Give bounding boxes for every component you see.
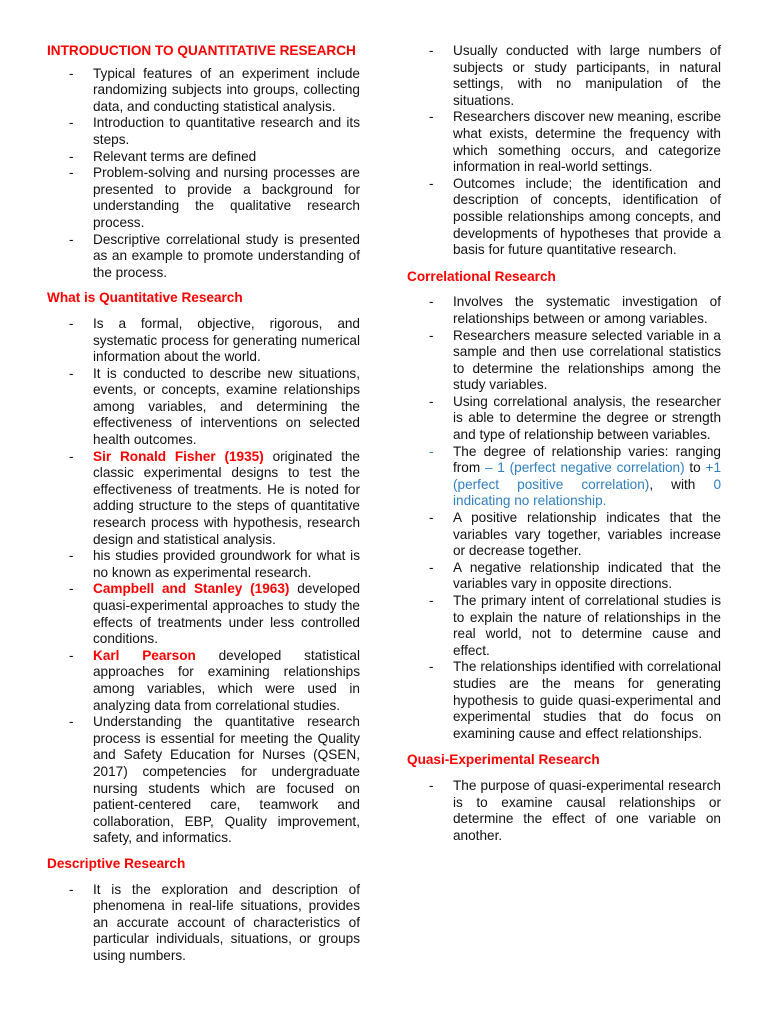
list-item (407, 444, 721, 510)
highlighted-name: Karl Pearson (93, 647, 196, 663)
negative-correlation-text: – 1 (perfect negative correlation) (484, 460, 685, 476)
descriptive-list (47, 882, 360, 965)
list-item: - Is a formal, objective, rigorous, and systematic process for generating numerical information about the world. (47, 316, 360, 366)
section-heading-what-is: What is Quantitative Research (47, 290, 243, 306)
list-item: - The relationships identified with correlational studies are the means for generating hypothesis to guide quasi-experimental and experimental studies that do focus on examining cause and effect relationships. (407, 659, 721, 742)
list-item: - Understanding the quantitative research process is essential for meeting the Quality and Safety Education for Nurses (QSEN, 2017) competencies for undergraduate nursing students which are focused on patient-centered care, teamwork and collaboration, EBP, Quality improvement, safety, and informatics. (47, 714, 360, 847)
list-item: - Using correlational analysis, the researcher is able to determine the degree or strength and type of relationship between variables. (407, 394, 721, 444)
item-text: developed quasi-experimental approaches to study the effects of treatments under less controlled conditions. (93, 581, 361, 647)
section-heading-correlational: Correlational Research (407, 268, 556, 284)
list-item: - Outcomes include; the identification and description of concepts, identification of possible relationships among concepts, and developments of hypotheses that provide a basis for future quantitative research. (407, 176, 721, 259)
intro-list (47, 66, 360, 282)
list-item: - The primary intent of correlational studies is to explain the nature of relationships in the real world, not to determine cause and effect. (407, 593, 721, 659)
list-item: - Researchers measure selected variable in a sample and then use correlational statistics to determine the relationships among the study variables. (407, 328, 721, 394)
list-item: - Descriptive correlational study is presented as an example to promote understanding of the process. (47, 232, 360, 282)
right-column (407, 0, 721, 844)
list-item: - It is the exploration and description of phenomena in real-life situations, provides an accurate account of characteristics of particular individuals, situations, or groups using numbers. (47, 882, 360, 965)
list-item: - Relevant terms are defined (47, 149, 360, 166)
list-item: - A positive relationship indicates that the variables vary together, variables increase or decrease together. (407, 510, 721, 560)
item-text: to (684, 460, 706, 476)
item-text: , with (649, 476, 714, 492)
left-column (47, 0, 360, 964)
section-heading-quasi-experimental: Quasi-Experimental Research (407, 752, 600, 768)
list-item: - Typical features of an experiment include randomizing subjects into groups, collecting data, and conducting statistical analysis. (47, 66, 360, 116)
list-item: - Introduction to quantitative research and its steps. (47, 115, 360, 148)
list-item: - Researchers discover new meaning, escribe what exists, determine the frequency with which something occurs, and categorize information in real-world settings. (407, 109, 721, 175)
list-item: - The purpose of quasi-experimental research is to examine causal relationships or determine the effect of one variable on another. (407, 778, 721, 844)
item-text: The degree of relationship varies: ranging from (453, 443, 721, 476)
descriptive-list-continued (407, 43, 721, 259)
highlighted-name: Campbell and Stanley (1963) (93, 581, 290, 597)
list-item: - A negative relationship indicated that the variables vary in opposite directions. (407, 560, 721, 593)
list-item (47, 581, 360, 647)
what-is-list (47, 316, 360, 847)
document-title: INTRODUCTION TO QUANTITATIVE RESEARCH (47, 43, 356, 58)
quasi-list (407, 778, 721, 844)
correlational-list (407, 294, 721, 742)
list-item (47, 648, 360, 714)
highlighted-name: Sir Ronald Fisher (1935) (93, 448, 264, 464)
list-item (47, 449, 360, 549)
item-text: originated the classic experimental designs to test the effectiveness of treatments. He is noted for adding structure to the steps of quantitative research process with hypothesis, research design and statistical analysis. (93, 448, 360, 547)
section-heading-descriptive: Descriptive Research (47, 855, 186, 871)
positive-correlation-text: +1 (perfect positive correlation) (453, 460, 722, 492)
list-item: - Usually conducted with large numbers of subjects or study participants, in natural settings, with no manipulation of the situations. (407, 43, 721, 109)
list-item: - Problem-solving and nursing processes are presented to provide a background for understanding the qualitative research process. (47, 165, 360, 231)
item-text: developed statistical approaches for examining relationships among variables, which were used in analyzing data from correlational studies. (93, 647, 360, 713)
no-relationship-text: 0 indicating no relationship. (453, 476, 721, 509)
list-item: - his studies provided groundwork for what is no known as experimental research. (47, 548, 360, 581)
list-item: - Involves the systematic investigation of relationships between or among variables. (407, 294, 721, 327)
list-item: - It is conducted to describe new situations, events, or concepts, examine relationships among variables, and determining the effectiveness of interventions on selected health outcomes. (47, 366, 360, 449)
